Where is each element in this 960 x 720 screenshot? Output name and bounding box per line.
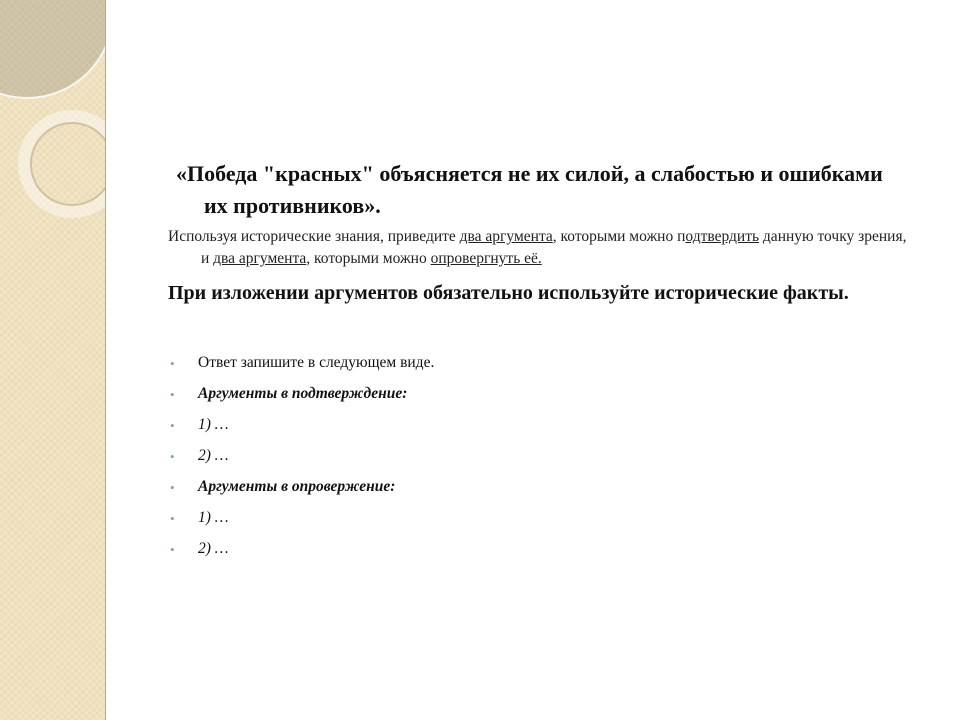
two-arguments-underlined: два аргумента [459, 228, 553, 245]
bullet-icon: • [170, 418, 175, 433]
list-item [168, 538, 908, 569]
answer-format-list [168, 352, 908, 569]
list-item-text: 1) … [198, 416, 229, 433]
instruction-part: , которыми можно [306, 250, 431, 267]
list-item [168, 445, 908, 476]
bullet-icon: • [170, 449, 175, 464]
two-arguments-underlined-2: два аргумента [213, 250, 307, 267]
facts-heading: При изложении аргументов обязательно используйте исторические факты. [168, 282, 849, 304]
list-item-text: 1) … [198, 509, 229, 526]
confirm-underlined: одтвердить [685, 228, 760, 245]
instruction-text [168, 226, 908, 270]
decorative-ring-inner [30, 122, 105, 206]
list-item [168, 352, 908, 383]
bullet-icon: • [170, 511, 175, 526]
list-item [168, 507, 908, 538]
refute-underlined: опровергнуть её. [430, 250, 542, 267]
list-item-text: Ответ запишите в следующем виде. [198, 354, 435, 371]
list-item-text: 2) … [198, 540, 229, 557]
list-item [168, 383, 908, 414]
decorative-sidebar [0, 0, 105, 720]
list-item-text: Аргументы в подтверждение: [198, 385, 408, 402]
list-item-text: 2) … [198, 447, 229, 464]
instruction-part: Используя исторические знания, приведите [168, 228, 460, 245]
sidebar-divider [105, 0, 106, 720]
slide-content [168, 158, 908, 569]
bullet-icon: • [170, 356, 175, 371]
bullet-icon: • [170, 480, 175, 495]
instruction-part: , которыми можно п [552, 228, 686, 245]
bullet-icon: • [170, 542, 175, 557]
decorative-circle [0, 0, 105, 99]
list-item-text: Аргументы в опровержение: [198, 478, 396, 495]
quote-heading: «Победа "красных" объясняется не их силой, а слабостью и ошибками их противников». [176, 161, 883, 218]
instruction-part: данную точку зрения, и [201, 228, 907, 267]
list-item [168, 414, 908, 445]
list-item [168, 476, 908, 507]
bullet-icon: • [170, 387, 175, 402]
